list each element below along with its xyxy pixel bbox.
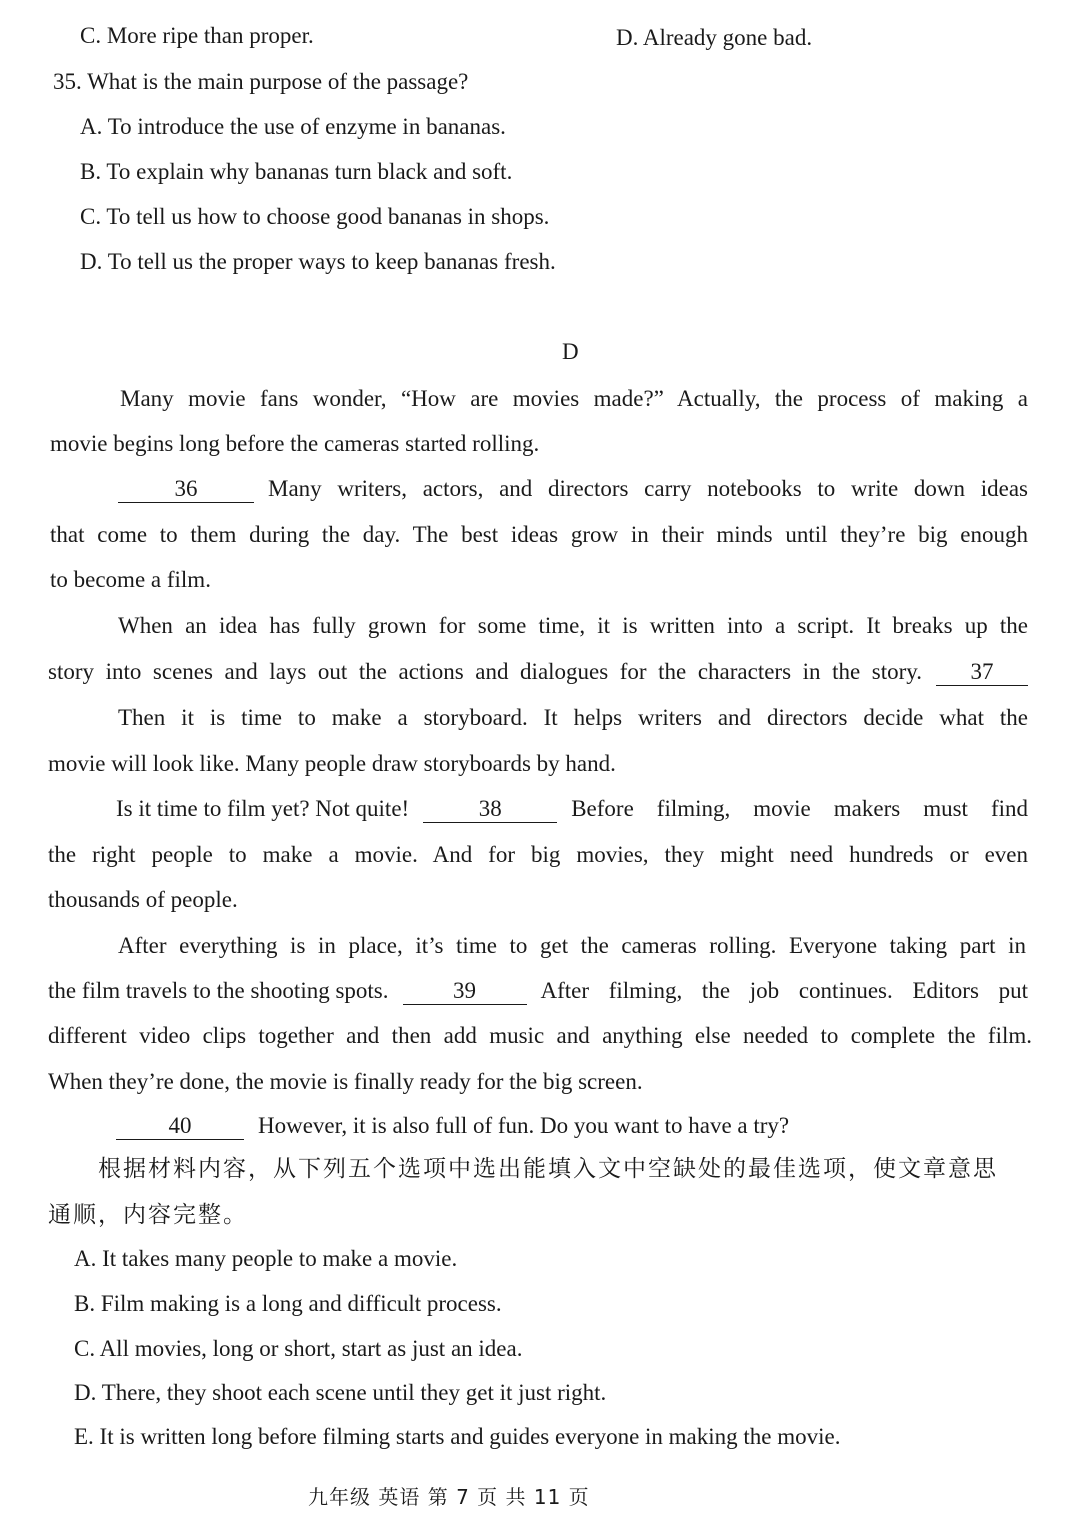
passage-text: Many writers, actors, and directors carry notebooks to write down ideas — [268, 476, 1028, 501]
choice-c: C. All movies, long or short, start as just an idea. — [74, 1336, 523, 1361]
passage-line: the right people to make a movie. And for big movies, they might need hundreds or even — [48, 842, 1028, 867]
passage-text: Before filming, movie makers must find — [571, 796, 1028, 821]
passage-line: When an idea has fully grown for some time, it is written into a script. It breaks up the — [118, 613, 1028, 638]
q35-option-b: B. To explain why bananas turn black and soft. — [80, 159, 513, 184]
blank-36: 36 — [118, 477, 254, 503]
instructions-line: 根据材料内容，从下列五个选项中选出能填入文中空缺处的最佳选项，使文章意思 — [98, 1156, 998, 1182]
passage-line: Many movie fans wonder, “How are movies made?” Actually, the process of making a — [120, 386, 1028, 411]
q35-option-a: A. To introduce the use of enzyme in bananas. — [80, 114, 506, 139]
passage-line: When they’re done, the movie is finally ready for the big screen. — [48, 1069, 643, 1094]
page-footer: 九年级 英语 第 7 页 共 11 页 — [308, 1485, 590, 1509]
passage-text: Is it time to film yet? Not quite! — [116, 796, 410, 821]
passage-line-with-blank — [48, 660, 1028, 686]
q34-option-c: C. More ripe than proper. — [80, 23, 314, 48]
q35-option-c: C. To tell us how to choose good bananas in shops. — [80, 204, 550, 229]
blank-37: 37 — [936, 660, 1028, 686]
blank-38: 38 — [423, 797, 557, 823]
choice-a: A. It takes many people to make a movie. — [74, 1246, 458, 1271]
passage-line: different video clips together and then add music and anything else needed to complete the film. — [48, 1023, 1032, 1048]
passage-line-with-blank — [116, 1114, 789, 1140]
instructions-line: 通顺，内容完整。 — [48, 1202, 248, 1228]
passage-line: that come to them during the day. The best ideas grow in their minds until they’re big enough — [50, 522, 1028, 547]
choice-d: D. There, they shoot each scene until they get it just right. — [74, 1380, 607, 1405]
passage-text: story into scenes and lays out the actions and dialogues for the characters in the story. — [48, 659, 922, 684]
passage-text: the film travels to the shooting spots. — [48, 978, 389, 1003]
q35-stem: 35. What is the main purpose of the passage? — [53, 69, 469, 94]
passage-line: to become a film. — [50, 567, 211, 592]
choice-b: B. Film making is a long and difficult process. — [74, 1291, 502, 1316]
passage-line: Then it is time to make a storyboard. It helps writers and directors decide what the — [118, 705, 1028, 730]
q34-option-d: D. Already gone bad. — [616, 25, 813, 50]
section-heading: D — [562, 339, 579, 364]
passage-line-with-blank — [118, 477, 1028, 503]
passage-text: However, it is also full of fun. Do you want to have a try? — [258, 1113, 790, 1138]
passage-line: movie begins long before the cameras started rolling. — [50, 431, 540, 456]
q35-option-d: D. To tell us the proper ways to keep bananas fresh. — [80, 249, 556, 274]
passage-line: After everything is in place, it’s time to get the cameras rolling. Everyone taking part in — [118, 933, 1026, 958]
passage-line: movie will look like. Many people draw storyboards by hand. — [48, 751, 616, 776]
blank-40: 40 — [116, 1114, 244, 1140]
passage-line-with-blank — [116, 797, 1028, 823]
passage-line-with-blank — [48, 979, 1028, 1005]
passage-line: thousands of people. — [48, 887, 238, 912]
choice-e: E. It is written long before filming starts and guides everyone in making the movie. — [74, 1424, 841, 1449]
blank-39: 39 — [403, 979, 527, 1005]
passage-text: After filming, the job continues. Editors put — [540, 978, 1028, 1003]
